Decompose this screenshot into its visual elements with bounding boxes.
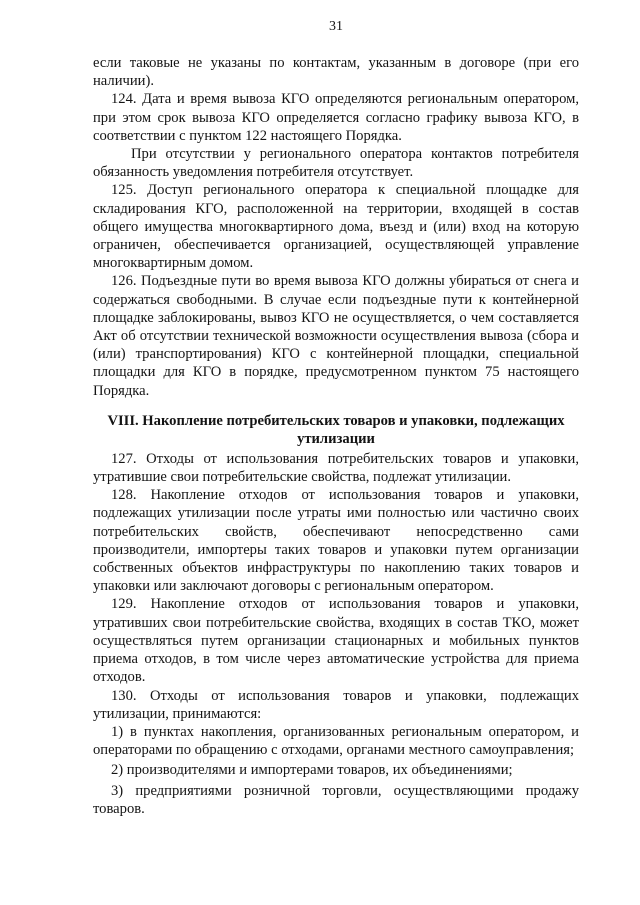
paragraph-no-contacts: При отсутствии у регионального оператора контактов потребителя обязанность уведомления потребителя отсутствует. bbox=[93, 146, 579, 181]
paragraph-130: 130. Отходы от использования товаров и упаковки, подлежащих утилизации, принимаются: bbox=[93, 687, 579, 722]
page-number: 31 bbox=[329, 19, 343, 34]
section-heading-viii: VIII. Накопление потребительских товаров и упаковки, подлежащих утилизации bbox=[107, 412, 565, 447]
paragraph-126: 126. Подъездные пути во время вывоза КГО должны убираться от снега и содержаться свободными. В случае если подъездные пути к контейнерной площадке заблокированы, вывоз КГО не осуществляется, о чем составляется Акт об отсутствии технической возможности осуществления вывоза (сбора и (или) транспортирования) КГО с контейнерной площадки, специальной площадки для КГО в порядке, предусмотренном пунктом 75 настоящего Порядка. bbox=[93, 273, 579, 399]
list-item-1: 1) в пунктах накопления, организованных региональным оператором, и операторами по обращению с отходами, органами местного самоуправления; bbox=[93, 723, 579, 759]
list-item-2: 2) производителями и импортерами товаров, их объединениями; bbox=[111, 762, 513, 779]
paragraph-128: 128. Накопление отходов от использования товаров и упаковки, подлежащих утилизации после утраты ими полностью или частично своих потребительских свойств, обеспечивают непосредственно сами производители, импортеры таких товаров и упаковки путем организации собственных объектов инфраструктуры по накоплению таких товаров и упаковки или заключают договоры с региональным оператором. bbox=[93, 487, 579, 595]
paragraph-124: 124. Дата и время вывоза КГО определяются региональным оператором, при этом срок вывоза КГО определяется согласно графику вывоза КГО, в соответствии с пунктом 122 настоящего Порядка. bbox=[93, 91, 579, 144]
paragraph-129: 129. Накопление отходов от использования товаров и упаковки, утративших свои потребительские свойства, входящих в состав ТКО, может осуществляться путем организации стационарных и мобильных пунктов приема отходов, в том числе через автоматические устройства для приема отходов. bbox=[93, 596, 579, 686]
paragraph-127: 127. Отходы от использования потребительских товаров и упаковки, утратившие свои потребительские свойства, подлежат утилизации. bbox=[93, 450, 579, 486]
list-item-3: 3) предприятиями розничной торговли, осуществляющими продажу товаров. bbox=[93, 782, 579, 817]
paragraph-125: 125. Доступ регионального оператора к специальной площадке для складирования КГО, расположенной на территории, входящей в состав общего имущества многоквартирного дома, въезд и (или) вход на которую ограничен, обеспечивается организацией, осуществляющей управление многоквартирным домом. bbox=[93, 182, 579, 272]
document-page bbox=[93, 18, 579, 820]
paragraph-continuation: если таковые не указаны по контактам, указанным в договоре (при его наличии). bbox=[93, 55, 579, 90]
